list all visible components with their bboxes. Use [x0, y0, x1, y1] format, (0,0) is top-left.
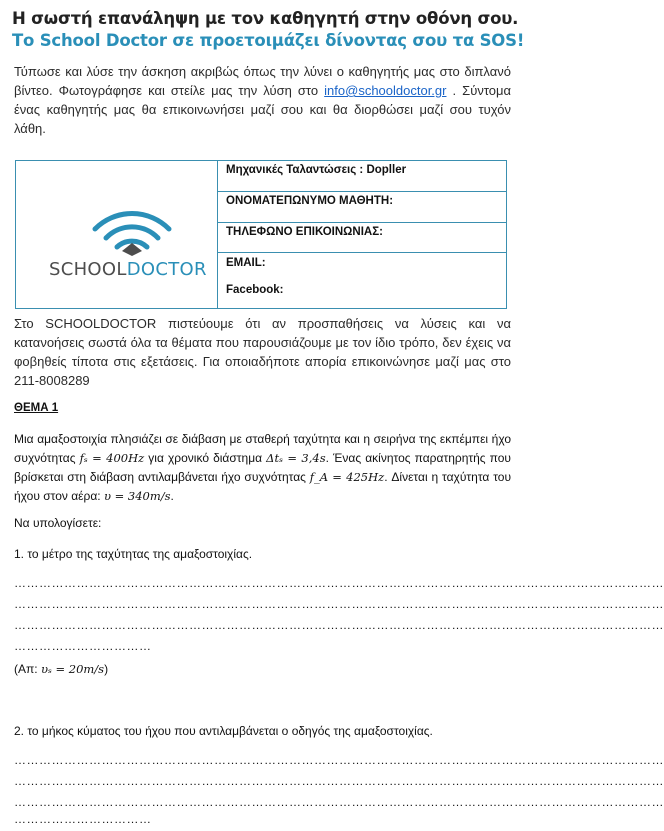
page-subtitle: Το School Doctor σε προετοιμάζει δίνοντας σου τα SOS! — [12, 31, 525, 50]
email-link[interactable]: info@schooldoctor.gr — [324, 83, 447, 98]
phone-field[interactable]: ΤΗΛΕΦΩΝΟ ΕΠΙΚΟΙΝΩΝΙΑΣ: — [218, 223, 506, 253]
problem-text-4: . Δίνεται η ταχύτητα του ήχου στον αέρα: — [14, 470, 512, 503]
math-dts: Δtₛ = 3,4s — [266, 451, 326, 465]
answer-math: υₛ = 20m/s — [40, 662, 105, 676]
page-title: Η σωστή επανάληψη με τον καθηγητή στην οθόνη σου. — [12, 9, 519, 28]
math-v: υ = 340m/s — [103, 489, 171, 503]
requirement-text: Να υπολογίσετε: — [14, 516, 102, 530]
math-fs: fₛ = 400Hz — [79, 451, 145, 465]
answer-line[interactable]: ………………………………………………………………………………………………………………………………………… — [14, 597, 664, 611]
answer-line-short[interactable]: …………………………… — [14, 639, 152, 653]
problem-text-5: . — [170, 489, 174, 503]
student-name-field[interactable]: ΟΝΟΜΑΤΕΠΩΝΥΜΟ ΜΑΘΗΤΗ: — [218, 192, 506, 223]
answer-line[interactable]: ………………………………………………………………………………………………………………………………………… — [14, 576, 664, 590]
math-fa: f_A = 425Hz — [309, 470, 385, 484]
section-heading: ΘΕΜΑ 1 — [14, 402, 59, 414]
facebook-label: Facebook: — [226, 284, 284, 296]
problem-text-2: για χρονικό διάστημα — [144, 451, 267, 465]
logo-wordmark — [49, 259, 207, 280]
wifi-logo-icon — [91, 207, 173, 257]
intro-paragraph — [14, 62, 511, 138]
logo-cell — [16, 161, 218, 308]
answer-line[interactable]: ………………………………………………………………………………………………………………………………………… — [14, 618, 664, 632]
answer-line[interactable]: ………………………………………………………………………………………………………………………………………… — [14, 753, 664, 767]
info-fields — [218, 161, 506, 308]
answer-line[interactable]: ………………………………………………………………………………………………………………………………………… — [14, 774, 664, 788]
student-info-card — [15, 160, 507, 309]
email-facebook-field[interactable] — [218, 253, 506, 308]
question-2: 2. το μήκος κύματος του ήχου που αντιλαμβάνεται ο οδηγός της αμαξοστοιχίας. — [14, 724, 433, 738]
answer-suffix: ) — [104, 662, 109, 676]
problem-text-1: Μια αμαξοστοιχία πλησιάζει σε διάβαση με σταθερή ταχύτητα και η σειρήνα της εκπέμπει ήχο συχνότητας — [14, 432, 511, 465]
topic-field: Μηχανικές Ταλαντώσεις : Dopller — [218, 161, 506, 192]
answer-line[interactable]: ………………………………………………………………………………………………………………………………………… — [14, 795, 664, 809]
answer-1 — [14, 662, 108, 676]
email-label: EMAIL: — [226, 257, 266, 269]
problem-text-3: . Ένας ακίνητος παρατηρητής που βρίσκεται στη διάβαση αντιλαμβάνεται ήχο συχνότητας — [14, 451, 511, 484]
body-paragraph: Στο SCHOOLDOCTOR πιστεύουμε ότι αν προσπαθήσεις να λύσεις και να κατανοήσεις σωστά όλα τα θέματα που παρουσιάζουμε με τον ίδιο τρόπο, δεν έχεις να φοβηθείς τίποτα στις εξετάσεις. Για οποιαδήποτε απορία επικοινώνησε μαζί μας στο 211-8008289 — [14, 316, 511, 388]
problem-statement — [14, 430, 511, 506]
logo-school: SCHOOL — [49, 259, 127, 280]
intro-text-before: Τύπωσε και λύσε την άσκηση ακριβώς όπως την λύνει ο καθηγητής μας στο διπλανό βίντεο. Φωτογράφησε και στείλε μας την λύση στο — [14, 64, 511, 98]
question-1: 1. το μέτρο της ταχύτητας της αμαξοστοιχίας. — [14, 547, 253, 561]
intro-text-after: . Σύντομα ένας καθηγητής μας θα επικοινωνήσει μαζί σου και θα διορθώσει μαζί σου τυχόν λάθη. — [14, 83, 512, 136]
logo-doctor: DOCTOR — [126, 259, 207, 280]
answer-line-short[interactable]: …………………………… — [14, 812, 152, 826]
answer-prefix: (Απ: — [14, 662, 41, 676]
